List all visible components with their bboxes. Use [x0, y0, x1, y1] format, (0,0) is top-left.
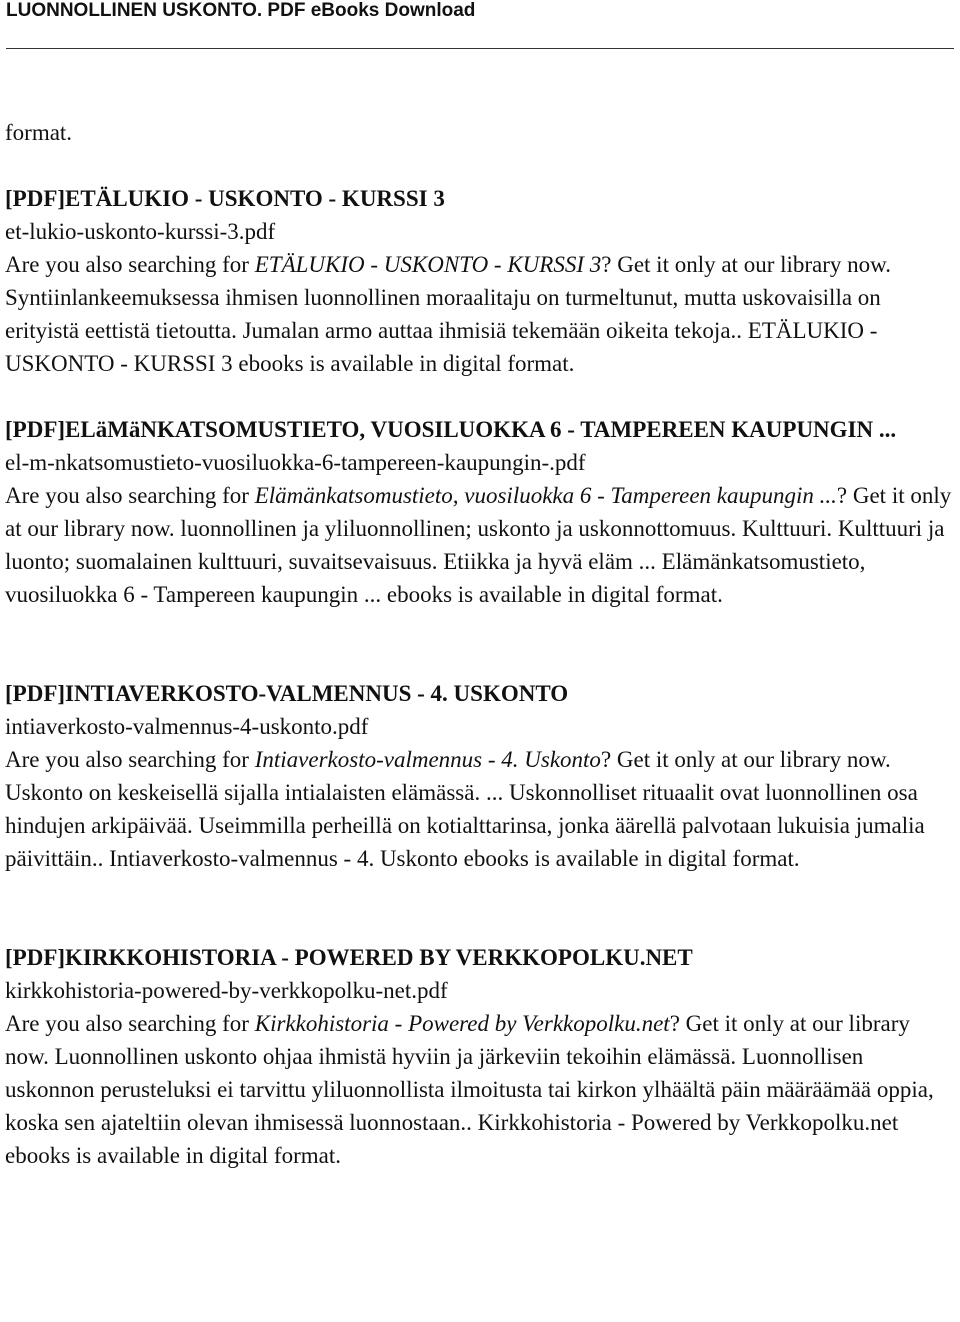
result-title-2[interactable]: [PDF]ELäMäNKATSOMUSTIETO, VUOSILUOKKA 6 - TAMPEREEN KAUPUNGIN ... — [5, 417, 897, 442]
description-body: ? Get it only at our library now. Syntiinlankeemuksessa ihmisen luonnollinen moraalitaju on turmeltunut, mutta uskovaisilla on erityistä eettistä tietoutta. Jumalan armo auttaa ihmisiä tekemään oikeita tekoja.. ETÄLUKIO - USKONTO - KURSSI 3 ebooks is available in digital format. — [5, 252, 892, 376]
search-result-2 — [5, 413, 955, 611]
result-title-4[interactable]: [PDF]KIRKKOHISTORIA - POWERED BY VERKKOPOLKU.NET — [5, 945, 693, 970]
description-body: ? Get it only at our library now. Luonnollinen uskonto ohjaa ihmistä hyviin ja järkeviin tekoihin elämässä. Luonnollisen uskonnon perusteluksi ei tarvittu yliluonnollista ilmoitusta tai kirkon ylhäältä päin määräämää oppia, koska sen ajateltiin olevan ihmisessä luonnostaan.. Kirkkohistoria - Powered by Verkkopolku.net ebooks is available in digital format. — [5, 1011, 934, 1168]
description-prefix: Are you also searching for — [5, 252, 255, 277]
description-body: ? Get it only at our library now. Uskonto on keskeisellä sijalla intialaisten elämässä. ... Uskonnolliset rituaalit ovat luonnollinen osa hindujen arkipäivää. Useimmilla perheillä on kotialttarinsa, jonka äärellä palvotaan lukuisia jumalia päivittäin.. Intiaverkosto-valmennus - 4. Uskonto ebooks is available in digital format. — [5, 747, 925, 871]
result-filename-1: et-lukio-uskonto-kurssi-3.pdf — [5, 219, 276, 244]
description-query: ETÄLUKIO - USKONTO - KURSSI 3 — [254, 252, 602, 277]
search-result-1 — [5, 182, 955, 380]
result-description-1 — [5, 248, 955, 380]
description-query: Kirkkohistoria - Powered by Verkkopolku.net — [254, 1011, 670, 1036]
result-filename-2: el-m-nkatsomustieto-vuosiluokka-6-tampereen-kaupungin-.pdf — [5, 450, 586, 475]
page-header-title: LUONNOLLINEN USKONTO. PDF eBooks Download — [6, 0, 476, 21]
description-query: Intiaverkosto-valmennus - 4. Uskonto — [254, 747, 601, 772]
document-body — [5, 116, 955, 1172]
search-result-3 — [5, 677, 955, 875]
result-description-4 — [5, 1007, 955, 1172]
result-title-1[interactable]: [PDF]ETÄLUKIO - USKONTO - KURSSI 3 — [5, 186, 445, 211]
description-body: ? Get it only at our library now. luonnollinen ja yliluonnollinen; uskonto ja uskonnottomuus. Kulttuuri. Kulttuuri ja luonto; suomalainen kulttuuri, suvaitsevaisuus. Etiikka ja hyvä eläm ... Elämänkatsomustieto, vuosiluokka 6 - Tampereen kaupungin ... ebooks is available in digital format. — [5, 483, 952, 607]
description-prefix: Are you also searching for — [5, 1011, 255, 1036]
result-filename-4: kirkkohistoria-powered-by-verkkopolku-net.pdf — [5, 978, 448, 1003]
result-description-2 — [5, 479, 955, 611]
description-prefix: Are you also searching for — [5, 747, 255, 772]
header-divider — [6, 48, 954, 49]
result-filename-3: intiaverkosto-valmennus-4-uskonto.pdf — [5, 714, 369, 739]
result-title-3[interactable]: [PDF]INTIAVERKOSTO-VALMENNUS - 4. USKONTO — [5, 681, 569, 706]
description-prefix: Are you also searching for — [5, 483, 255, 508]
result-description-3 — [5, 743, 955, 875]
intro-text: format. — [5, 120, 73, 145]
search-result-4 — [5, 941, 955, 1172]
description-query: Elämänkatsomustieto, vuosiluokka 6 - Tampereen kaupungin ... — [254, 483, 837, 508]
